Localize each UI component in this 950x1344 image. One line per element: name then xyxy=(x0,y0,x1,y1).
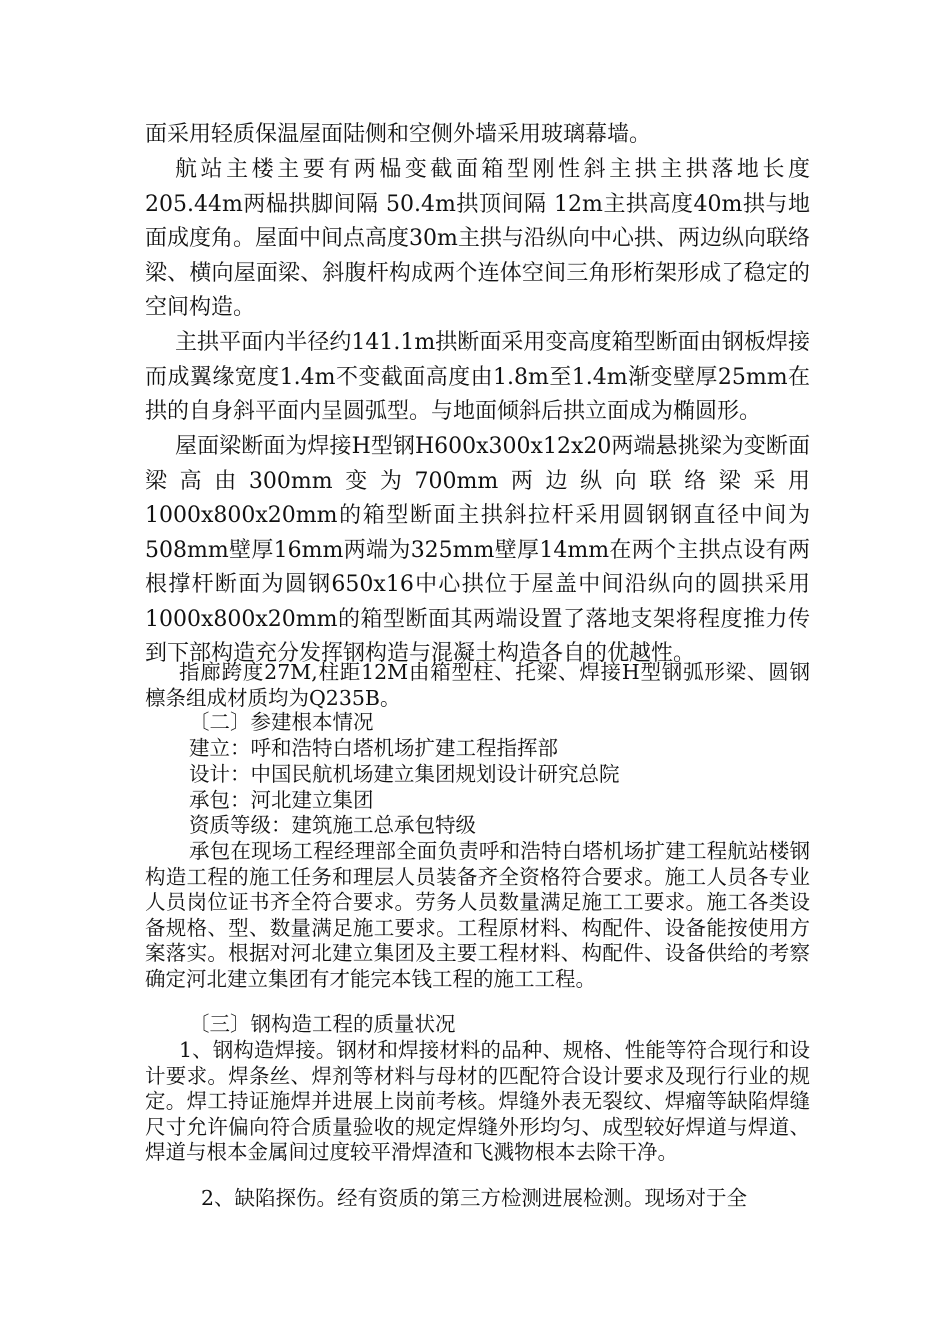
paragraph-welding: 1、钢构造焊接。钢材和焊接材料的品种、规格、性能等符合现行和设计要求。焊条丝、焊剂等材料与母材的匹配符合设计要求及现行行业的规定。焊工持证施焊并进展上岗前考核。焊缝外表无裂纹、焊瘤等缺陷焊缝尺寸允许偏向符合质量验收的规定焊缝外形均匀、成型较好焊道与焊道、焊道与根本金属间过度较平滑焊渣和飞溅物根本去除干净。 xyxy=(145,1038,810,1165)
paragraph-main-arch: 航站主楼主要有两榀变截面箱型刚性斜主拱主拱落地长度205.44m两榀拱脚间隔 50.4m拱顶间隔 12m主拱高度40m拱与地面成度角。屋面中间点高度30m主拱与沿纵向中心拱、两边纵向联络梁、横向屋面梁、斜腹杆构成两个连体空间三角形桁架形成了稳定的空间构造。 xyxy=(145,157,810,320)
participant-builder: 建立：呼和浩特白塔机场扩建工程指挥部 xyxy=(189,736,558,760)
paragraph-roof-beam: 屋面梁断面为焊接H型钢H600x300x12x20两端悬挑梁为变断面梁高由300mm变为700mm两边纵向联络梁采用1000x800x20mm的箱型断面主拱斜拉杆采用圆钢钢直径中间为508mm壁厚16mm两端为325mm壁厚14mm在两个主拱点设有两根撑杆断面为圆钢650x16中心拱位于屋盖中间沿纵向的圆拱采用1000x800x20mm的箱型断面其两端设置了落地支架将程度推力传到下部构造充分发挥钢构造与混凝土构造各自的优越性。 xyxy=(145,434,810,666)
paragraph-corridor: 指廊跨度27M,柱距12M由箱型柱、托梁、焊接H型钢弧形梁、圆钢檩条组成材质均为Q235B。 xyxy=(145,660,810,710)
paragraph-contractor-details: 承包在现场工程经理部全面负责呼和浩特白塔机场扩建工程航站楼钢构造工程的施工任务和理层人员装备齐全资格符合要求。施工人员各专业人员岗位证书齐全符合要求。劳务人员数量满足施工工要求。施工各类设备规格、型、数量满足施工要求。工程原材料、构配件、设备能按使用方案落实。根据对河北建立集团及主要工程材料、构配件、设备供给的考察确定河北建立集团有才能完本钱工程的施工工程。 xyxy=(145,839,810,991)
participant-designer: 设计：中国民航机场建立集团规划设计研究总院 xyxy=(189,762,620,786)
paragraph-roof-wall: 面采用轻质保温屋面陆侧和空侧外墙采用玻璃幕墙。 xyxy=(145,122,652,147)
paragraph-flaw-detection: 2、缺陷探伤。经有资质的第三方检测进展检测。现场对于全 xyxy=(201,1186,748,1210)
participant-qualification: 资质等级：建筑施工总承包特级 xyxy=(189,813,476,837)
participant-contractor: 承包：河北建立集团 xyxy=(189,788,374,812)
section-heading-participants: 〔二〕参建根本情况 xyxy=(189,710,374,734)
paragraph-arch-section: 主拱平面内半径约141.1m拱断面采用变高度箱型断面由钢板焊接而成翼缘宽度1.4m不变截面高度由1.8m至1.4m渐变壁厚25mm在拱的自身斜平面内呈圆弧型。与地面倾斜后拱立面成为椭圆形。 xyxy=(145,330,810,424)
section-heading-quality: 〔三〕钢构造工程的质量状况 xyxy=(189,1012,456,1036)
